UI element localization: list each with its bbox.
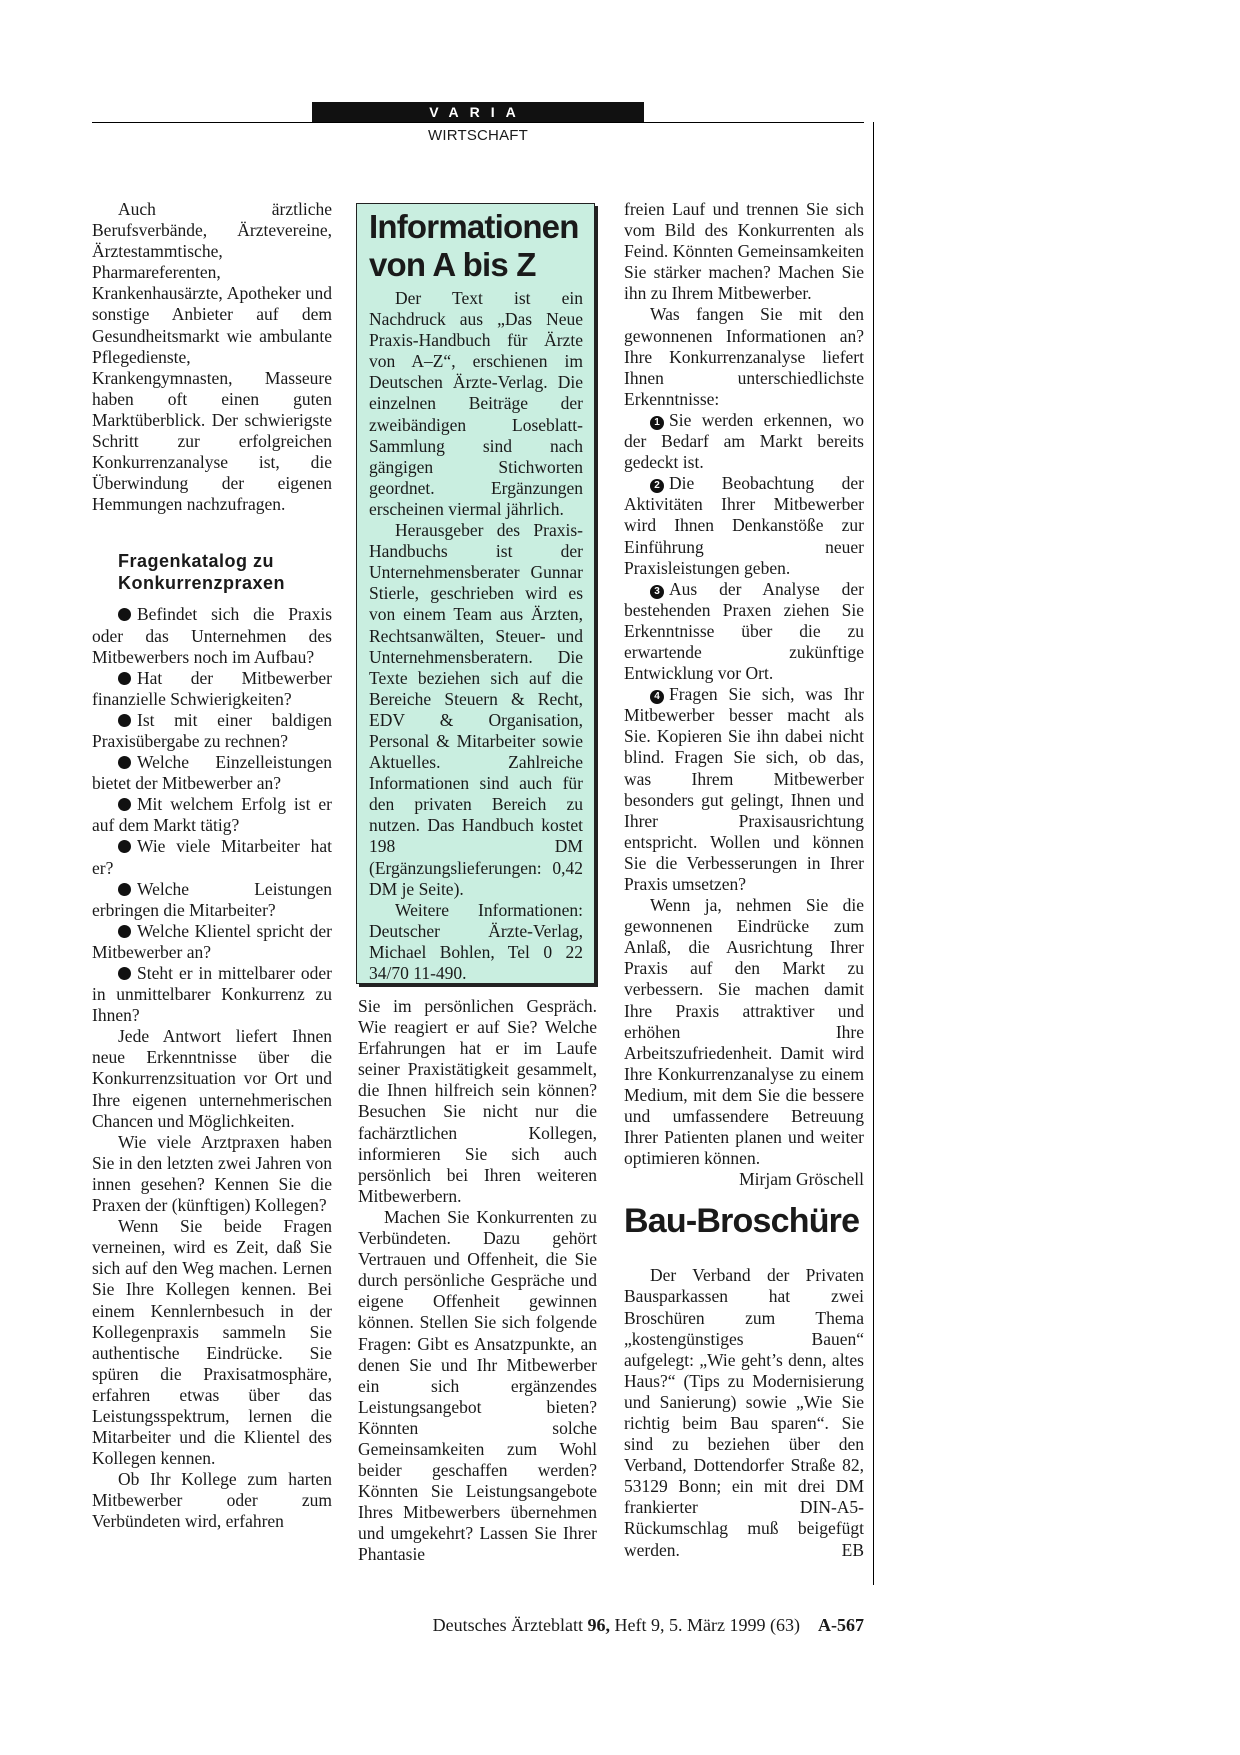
intro-paragraph: Auch ärztliche Berufsverbände, Ärztevereine, Ärztestammtische, Pharmareferenten, Krankenhausärzte, Apotheker und sonstige Anbieter auf dem Gesundheitsmarkt wie ambulante Pflegedienste, Krankengymnasten, Masseure haben oft einen guten Marktüberblick. Der schwierigste Schritt zur erfolgreichen Konkurrenzanalyse ist, die Überwindung der eigenen Hemmungen nachzufragen. <box>92 199 332 515</box>
paragraph-if-yes: Wenn ja, nehmen Sie die gewonnenen Eindrücke zum Anlaß, die Ausrichtung Ihrer Praxis auf den Markt zu verbessern. Sie machen damit Ihre Praxis attraktiver und erhöhen Ihre Arbeitszufriedenheit. Damit wird Ihre Konkurrenzanalyse zu einem Medium, mit dem Sie die bessere und umfassendere Betreuung Ihrer Patienten planen und weiter optimieren können. Mirjam Gröschell <box>624 895 864 1190</box>
number-badge-icon: 1 <box>650 416 664 430</box>
page-number: A-567 <box>818 1615 864 1635</box>
author: Mirjam Gröschell <box>739 1169 864 1190</box>
info-box-paragraph: Weitere Informationen: Deutscher Ärzte-Verlag, Michael Bohlen, Tel 0 22 34/70 11-490. <box>369 899 583 983</box>
info-box <box>356 203 595 984</box>
issue-info: Heft 9, 5. März 1999 (63) <box>614 1615 800 1635</box>
bullet-item: Welche Leistungen erbringen die Mitarbeiter? <box>92 878 332 920</box>
bullet-icon <box>118 672 131 685</box>
paragraph-answer: Jede Antwort liefert Ihnen neue Erkenntnisse über die Konkurrenzsituation vor Ort und Ihre eigenen unternehmerischen Chancen und Möglichkeiten. <box>92 1026 332 1131</box>
bullet-item: Welche Klientel spricht der Mitbewerber an? <box>92 920 332 962</box>
info-box-title-line-1: Informationen <box>369 208 579 245</box>
column-3 <box>624 199 864 1561</box>
bullet-icon <box>118 714 131 727</box>
section-name: WIRTSCHAFT <box>427 127 529 144</box>
header-rule <box>92 122 864 123</box>
column-2 <box>358 996 597 1566</box>
info-box-title <box>369 208 579 284</box>
paragraph-continued: freien Lauf und trennen Sie sich vom Bild des Konkurrenten als Feind. Könnten Gemeinsamkeiten Sie stärker machen? Machen Sie ihn zu Ihrem Mitbewerber. <box>624 199 864 304</box>
paragraph-if-both: Wenn Sie beide Fragen verneinen, wird es Zeit, daß Sie sich auf den Weg machen. Lernen Sie Ihre Kollegen kennen. Bei einem Kennlernbesuch in der Kollegenpraxis sammeln Sie authentische Eindrücke. Sie spüren die Praxisatmosphäre, erfahren etwas über das Leistungsspektrum, lernen die Mitarbeiter und die Klientel des Kollegen kennen. <box>92 1216 332 1469</box>
bullet-item: Steht er in mittelbarer oder in unmittelbarer Konkurrenz zu Ihnen? <box>92 963 332 1026</box>
numbered-item: 3 Aus der Analyse der bestehenden Praxen ziehen Sie Erkenntnisse über die zu erwartende zukünftige Entwicklung vor Ort. <box>624 578 864 684</box>
bullet-item: Welche Einzelleistungen bietet der Mitbewerber an? <box>92 752 332 794</box>
bullet-item: Wie viele Mitarbeiter hat er? <box>92 836 332 878</box>
numbered-item: 2 Die Beobachtung der Aktivitäten Ihrer Mitbewerber wird Ihnen Denkanstöße zur Einführung neuer Praxisleistungen geben. <box>624 473 864 578</box>
bullet-icon <box>118 925 131 938</box>
info-box-paragraph: Herausgeber des Praxis-Handbuchs ist der Unternehmensberater Gunnar Stierle, geschrieben wird es von einem Team aus Ärzten, Rechtsanwälten, Steuer- und Unternehmensberatern. Die Texte beziehen sich auf die Bereiche Steuern & Recht, EDV & Organisation, Personal & Mitarbeiter sowie Aktuelles. Zahlreiche Informationen sind auch für den privaten Bereich zu nutzen. Das Handbuch kostet 198 DM (Ergänzungslieferungen: 0,42 DM je Seite). <box>369 520 583 899</box>
subheading-line-2: Konkurrenzpraxen <box>118 573 286 594</box>
bullet-item: Mit welchem Erfolg ist er auf dem Markt tätig? <box>92 794 332 836</box>
volume: 96, <box>587 1615 611 1635</box>
section-bar: VARIA <box>312 102 644 122</box>
column-rule <box>873 122 874 1585</box>
bau-author: EB <box>841 1539 864 1560</box>
bullet-item: Befindet sich die Praxis oder das Unternehmen des Mitbewerbers noch im Aufbau? <box>92 604 332 667</box>
bullet-icon <box>118 798 131 811</box>
numbered-item: 1 Sie werden erkennen, wo der Bedarf am Markt bereits gedeckt ist. <box>624 409 864 473</box>
bullet-icon <box>118 967 131 980</box>
info-box-title-line-2: von A bis Z <box>369 246 536 283</box>
bullet-item: Ist mit einer baldigen Praxisübergabe zu rechnen? <box>92 709 332 751</box>
paragraph-whether: Ob Ihr Kollege zum harten Mitbewerber oder zum Verbündeten wird, erfahren <box>92 1469 332 1532</box>
number-badge-icon: 2 <box>650 479 664 493</box>
paragraph-how-many: Wie viele Arztpraxen haben Sie in den letzten zwei Jahren von innen gesehen? Kennen Sie die Praxen der (künftigen) Kollegen? <box>92 1131 332 1216</box>
paragraph-allies: Machen Sie Konkurrenten zu Verbündeten. Dazu gehört Vertrauen und Offenheit, die Sie durch persönliche Gespräche und eigene Offenheit gewinnen können. Stellen Sie sich folgende Fragen: Gibt es Ansatzpunkte, an denen Sie und Ihr Mitbewerber ein sich ergänzendes Leistungsangebot bieten? Könnten solche Gemeinsamkeiten zum Wohl beider geschaffen werden? Könnten Sie Leistungsangebote Ihres Mitbewerbers übernehmen und umgekehrt? Lassen Sie Ihrer Phantasie <box>358 1206 597 1565</box>
page-footer <box>372 1614 864 1636</box>
subheading-line-1: Fragenkatalog zu <box>118 551 275 572</box>
bullet-icon <box>118 840 131 853</box>
journal-name: Deutsches Ärzteblatt <box>432 1615 584 1635</box>
column-1 <box>92 199 332 1533</box>
info-box-text <box>369 288 583 984</box>
bullet-icon <box>118 883 131 896</box>
bau-paragraph: Der Verband der Privaten Bausparkassen hat zwei Broschüren zum Thema „kostengünstiges Bauen“ aufgelegt: „Wie geht’s denn, altes Haus?“ (Tips zu Modernisierung und Sanierung) sowie „Wie Sie richtig beim Bau sparen“. Sie sind zu beziehen über den Verband, Dottendorfer Straße 82, 53129 Bonn; ein mit drei DM frankierter DIN-A5-Rückumschlag muß beigefügt werden. EB <box>624 1265 864 1560</box>
paragraph-what: Was fangen Sie mit den gewonnenen Informationen an? Ihre Konkurrenzanalyse liefert Ihnen unterschiedlichste Erkenntnisse: <box>624 304 864 409</box>
info-box-paragraph: Der Text ist ein Nachdruck aus „Das Neue Praxis-Handbuch für Ärzte von A–Z“, erschienen im Deutschen Ärzte-Verlag. Die einzelnen Beiträge der zweibändigen Loseblatt-Sammlung sind nach gängigen Stichworten geordnet. Ergänzungen erscheinen viermal jährlich. <box>369 288 583 519</box>
number-badge-icon: 4 <box>650 690 664 704</box>
subheading <box>118 550 332 594</box>
bullet-icon <box>118 756 131 769</box>
bullet-item: Hat der Mitbewerber finanzielle Schwierigkeiten? <box>92 667 332 709</box>
bullet-icon <box>118 608 131 621</box>
bau-broschuere-title: Bau-Broschüre <box>624 1202 860 1241</box>
paragraph-continued: Sie im persönlichen Gespräch. Wie reagiert er auf Sie? Welche Erfahrungen hat er im Laufe seiner Praxistätigkeit gesammelt, die Ihnen hilfreich sein können? Besuchen Sie nicht nur die fachärztlichen Kollegen, informieren Sie sich auch persönlich bei Ihren weiteren Mitbewerbern. <box>358 996 597 1206</box>
numbered-item: 4 Fragen Sie sich, was Ihr Mitbewerber besser macht als Sie. Kopieren Sie ihn dabei nicht blind. Fragen Sie sich, ob das, was Ihrem Mitbewerber besonders gut gelingt, Ihnen und Ihrer Praxisausrichtung entspricht. Wollen und können Sie die Verbesserungen in Ihrer Praxis umsetzen? <box>624 684 864 894</box>
number-badge-icon: 3 <box>650 585 664 599</box>
